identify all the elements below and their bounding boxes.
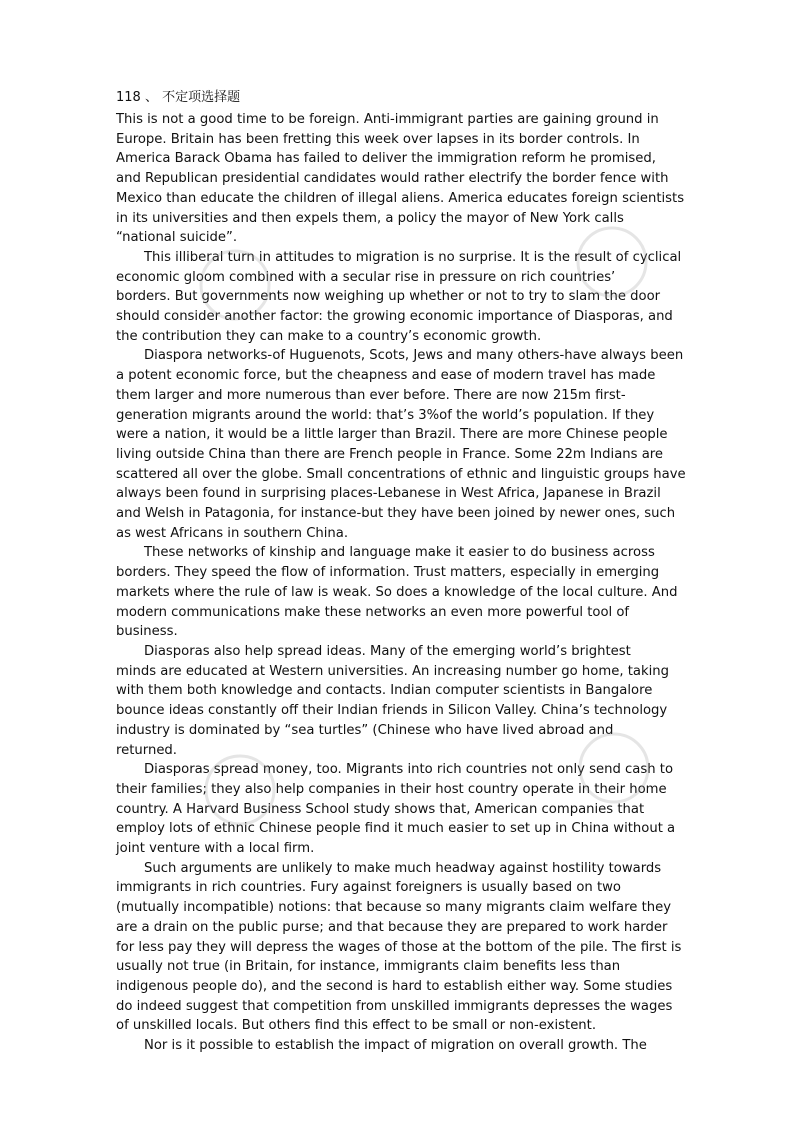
text-line: and Welsh in Patagonia, for instance-but they have been joined by newer ones, such	[116, 506, 676, 522]
text-line: scattered all over the globe. Small concentrations of ethnic and linguistic groups have	[116, 466, 686, 482]
text-line: were a nation, it would be a little larger than Brazil. There are more Chinese people	[116, 427, 668, 443]
text-line: Europe. Britain has been fretting this week over lapses in its border controls. In	[116, 131, 640, 147]
text-line: usually not true (in Britain, for instance, immigrants claim benefits less than	[116, 959, 621, 975]
text-line: always been found in surprising places-Lebanese in West Africa, Japanese in Brazil	[116, 486, 661, 502]
text-line: with them both knowledge and contacts. Indian computer scientists in Bangalore	[116, 683, 653, 699]
text-line: bounce ideas constantly off their Indian friends in Silicon Valley. China’s technology	[116, 703, 668, 719]
text-line: should consider another factor: the growing economic importance of Diasporas, and	[116, 309, 673, 325]
paragraph	[116, 543, 682, 642]
text-line: returned.	[116, 742, 177, 758]
text-line: country. A Harvard Business School study shows that, American companies that	[116, 801, 645, 817]
text-line: minds are educated at Western universities. An increasing number go home, taking	[116, 663, 669, 679]
text-line: joint venture with a local firm.	[116, 841, 315, 857]
paragraph	[116, 859, 682, 1036]
text-line: employ lots of ethnic Chinese people find it much easier to set up in China without a	[116, 821, 676, 837]
text-line: in its universities and then expels them, a policy the mayor of New York calls	[116, 210, 624, 226]
paragraph	[116, 346, 686, 543]
text-line: a potent economic force, but the cheapness and ease of modern travel has made	[116, 368, 656, 384]
article-body	[116, 110, 686, 1056]
text-line: These networks of kinship and language make it easier to do business across	[144, 545, 655, 561]
paragraph	[116, 1036, 682, 1056]
text-line: immigrants in rich countries. Fury against foreigners is usually based on two	[116, 880, 621, 896]
text-line: do indeed suggest that competition from unskilled immigrants depresses the wages	[116, 998, 673, 1014]
text-line: industry is dominated by “sea turtles” (Chinese who have lived abroad and	[116, 722, 614, 738]
question-title: 118 、 不定项选择题	[116, 90, 241, 105]
text-line: This is not a good time to be foreign. Anti-immigrant parties are gaining ground in	[116, 112, 659, 127]
text-line: Nor is it possible to establish the impact of migration on overall growth. The	[144, 1038, 647, 1054]
text-line: generation migrants around the world: that’s 3%of the world’s population. If they	[116, 407, 655, 423]
text-line: modern communications make these networks an even more powerful tool of	[116, 604, 630, 620]
text-line: are a drain on the public purse; and that because they are prepared to work harder	[116, 919, 668, 935]
text-line: as west Africans in southern China.	[116, 525, 349, 541]
text-line: indigenous people do), and the second is hard to establish either way. Some studies	[116, 978, 673, 994]
text-line: for less pay they will depress the wages of those at the bottom of the pile. The first is	[116, 939, 682, 955]
text-line: America Barack Obama has failed to deliver the immigration reform he promised,	[116, 151, 656, 167]
text-line: markets where the rule of law is weak. So does a knowledge of the local culture. And	[116, 584, 678, 600]
text-line: This illiberal turn in attitudes to migration is no surprise. It is the result of cyclical	[144, 249, 682, 265]
paragraph	[116, 248, 682, 347]
text-line: and Republican presidential candidates would rather electrify the border fence with	[116, 171, 669, 187]
text-line: Diasporas also help spread ideas. Many of the emerging world’s brightest	[144, 643, 631, 659]
text-line: Mexico than educate the children of illegal aliens. America educates foreign scientists	[116, 190, 685, 206]
text-line: of unskilled locals. But others find this effect to be small or non-existent.	[116, 1018, 597, 1034]
text-line: the contribution they can make to a country’s economic growth.	[116, 328, 542, 344]
text-line: “national suicide”.	[116, 230, 238, 246]
text-line: them larger and more numerous than ever before. There are now 215m first-	[116, 387, 626, 403]
text-line: Diaspora networks-of Huguenots, Scots, Jews and many others-have always been	[144, 348, 684, 364]
paragraph	[116, 110, 685, 248]
text-line: Diasporas spread money, too. Migrants into rich countries not only send cash to	[144, 762, 674, 778]
text-line: their families; they also help companies in their host country operate in their home	[116, 781, 667, 797]
paragraph	[116, 642, 682, 760]
paragraph	[116, 760, 682, 859]
text-line: (mutually incompatible) notions: that because so many migrants claim welfare they	[116, 900, 672, 916]
text-line: business.	[116, 624, 178, 640]
text-line: Such arguments are unlikely to make much headway against hostility towards	[144, 860, 662, 876]
text-line: economic gloom combined with a secular rise in pressure on rich countries’	[116, 269, 616, 285]
text-line: borders. They speed the flow of information. Trust matters, especially in emerging	[116, 565, 660, 581]
text-line: borders. But governments now weighing up whether or not to try to slam the door	[116, 289, 661, 305]
text-line: living outside China than there are French people in France. Some 22m Indians are	[116, 446, 664, 462]
